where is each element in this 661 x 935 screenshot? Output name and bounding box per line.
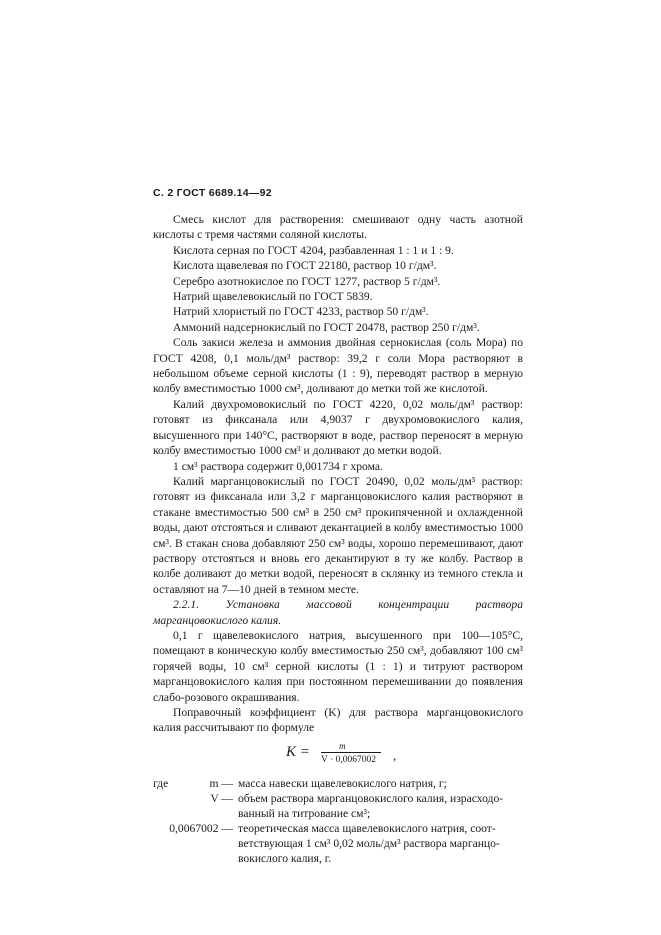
formula-denominator: V · 0,0067002 xyxy=(321,754,376,765)
section-heading: 2.2.1. Установка массовой концентрации раствора марганцовокислого калия. xyxy=(153,598,523,627)
paragraph: Калий двухромовокислый по ГОСТ 4220, 0,02 моль/дм³ раствор: готовят из фиксанала или 4,9037 г двухромовокислого калия, высушенного при 140°С, растворяют в воде, раствор переносят в мерную колбу вместимостью 1000 см³ и доливают до метки водой. xyxy=(153,397,523,458)
formula xyxy=(153,738,523,772)
definition-lead: где xyxy=(153,776,169,790)
paragraph: Кислота серная по ГОСТ 4204, разбавленная 1 : 1 и 1 : 9. xyxy=(173,243,454,257)
document-body xyxy=(153,212,523,888)
formula-numerator: m xyxy=(339,740,346,751)
definition-line: объем раствора марганцовокислого калия, израсходо- xyxy=(238,791,504,805)
formula-lhs: K = xyxy=(286,743,310,760)
paragraph: Аммоний надсернокислый по ГОСТ 20478, раствор 250 г/дм³. xyxy=(173,320,480,334)
definition-line: ветствующая 1 см³ 0,02 моль/дм³ раствора марганцо- xyxy=(238,836,500,850)
definition-line: ванный на титрование см³; xyxy=(238,806,371,820)
paragraph: 1 см³ раствора содержит 0,001734 г хрома. xyxy=(173,459,383,473)
paragraph: Кислота щавелевая по ГОСТ 22180, раствор 10 г/дм³. xyxy=(173,259,437,273)
paragraph: Натрий щавелевокислый по ГОСТ 5839. xyxy=(173,290,373,304)
page-header: С. 2 ГОСТ 6689.14—92 xyxy=(153,187,272,199)
paragraph: Поправочный коэффициент (K) для раствора марганцовокислого калия рассчитывают по формуле xyxy=(153,706,523,735)
paragraph: Калий марганцовокислый по ГОСТ 20490, 0,02 моль/дм³ раствор: готовят из фиксанала или 3,2 г марганцовокислого калия растворяют в стакане вместимостью 500 см³ в 250 см³ прокипяченной и охлажденной воды, дают отстояться и сливают декантацией в колбу вместимостью 1000 см³. В стакан снова добавляют 250 см³ воды, хорошо перемешивают, дают раствору отстояться и вновь его декантируют в ту же колбу. Раствор в колбе доливают до метки водой, переносят в склянку из темного стекла и оставляют на 7—10 дней в темном месте. xyxy=(153,474,523,596)
paragraph: 0,1 г щавелевокислого натрия, высушенного при 100—105°С, помещают в коническую колбу вместимостью 250 см³, добавляют 100 см³ горячей воды, 10 см³ серной кислоты (1 : 1) и титруют раствором марганцовокислого калия при постоянном перемешивании до появления слабо-розового окрашивания. xyxy=(153,628,523,704)
paragraph: Натрий хлористый по ГОСТ 4233, раствор 50 г/дм³. xyxy=(173,305,429,319)
definition-term: 0,0067002 — xyxy=(169,821,233,835)
definition-line: вокислого калия, г. xyxy=(238,851,332,865)
definitions xyxy=(153,776,523,888)
definition-term: V — xyxy=(210,791,233,805)
paragraph: Серебро азотнокислое по ГОСТ 1277, раствор 5 г/дм³. xyxy=(173,274,441,288)
paragraph: Соль закиси железа и аммония двойная сернокислая (соль Мора) по ГОСТ 4208, 0,1 моль/дм³ раствор: 39,2 г соли Мора растворяют в небольшом объеме серной кислоты (1 : 9), переводят раствор в мерную колбу вместимостью 1000 см³, доливают до метки той же кислотой. xyxy=(153,336,523,396)
definition-line: теоретическая масса щавелевокислого натрия, соот- xyxy=(238,821,496,835)
definition-term: m — xyxy=(209,776,233,790)
definition-line: масса навески щавелевокислого натрия, г; xyxy=(238,776,447,790)
paragraph: Смесь кислот для растворения: смешивают одну часть азотной кислоты с тремя частями соляной кислоты. xyxy=(153,213,523,242)
formula-comma: , xyxy=(393,747,397,763)
